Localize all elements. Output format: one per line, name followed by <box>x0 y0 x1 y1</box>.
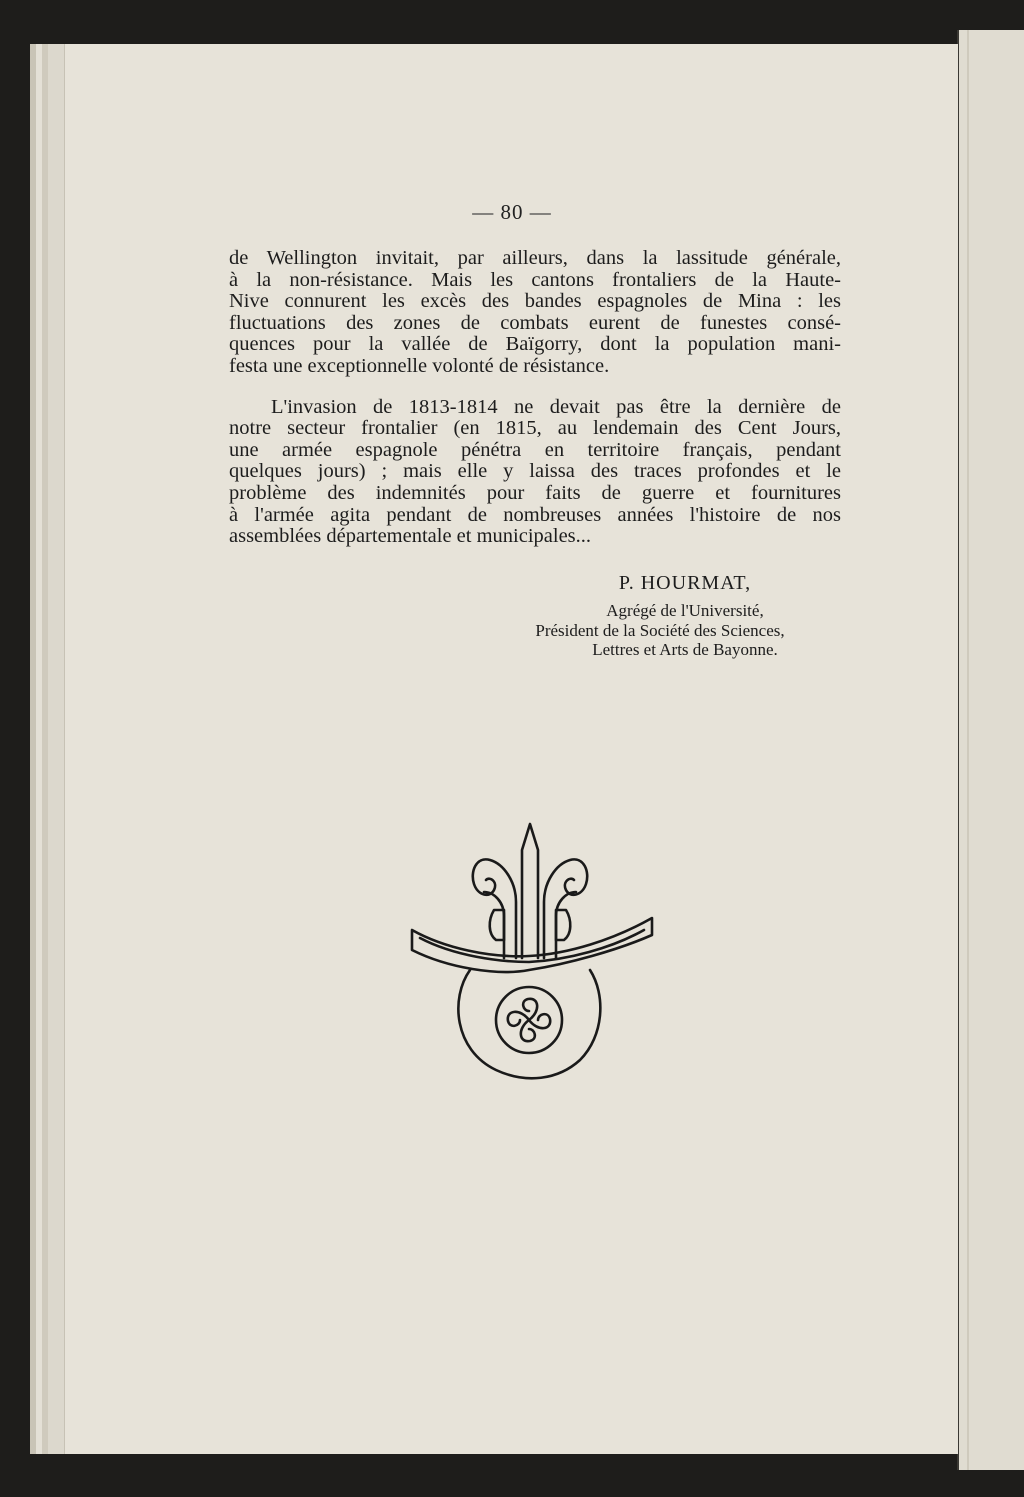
text-line: notre secteur frontalier (en 1815, au lendemain des Cent Jours, <box>229 417 841 440</box>
text-line: une armée espagnole pénétra en territoire français, pendant <box>229 438 841 461</box>
text-line: fluctuations des zones de combats eurent de funestes consé- <box>229 311 841 334</box>
text-line: à la non-résistance. Mais les cantons frontaliers de la Haute- <box>229 268 841 291</box>
text-line: assemblées départementale et municipales... <box>229 525 592 548</box>
text-line: L'invasion de 1813-1814 ne devait pas être la dernière de <box>271 395 841 418</box>
body-text <box>229 248 841 548</box>
facing-page-edge <box>957 30 1024 1470</box>
text-line: quences pour la vallée de Baïgorry, dont la population mani- <box>229 333 841 356</box>
author-title: Président de la Société des Sciences, <box>535 620 785 640</box>
text-line: Nive connurent les excès des bandes espagnoles de Mina : les <box>229 290 841 313</box>
page-number: — 80 — <box>472 200 552 224</box>
paragraph-1 <box>229 248 841 378</box>
paragraph-2 <box>229 397 841 548</box>
author-title: Lettres et Arts de Bayonne. <box>592 640 778 659</box>
text-line: festa une exceptionnelle volonté de résistance. <box>229 354 610 377</box>
text-line: problème des indemnités pour faits de guerre et fournitures <box>229 481 841 504</box>
author-title: Agrégé de l'Université, <box>606 601 764 620</box>
text-line: de Wellington invitait, par ailleurs, dans la lassitude générale, <box>229 247 841 269</box>
text-line: quelques jours) ; mais elle y laissa des traces profondes et le <box>229 460 841 483</box>
basque-emblem-icon <box>408 820 658 1085</box>
text-line: à l'armée agita pendant de nombreuses années l'histoire de nos <box>229 503 841 526</box>
author-name: P. HOURMAT, <box>618 572 752 594</box>
signature-block <box>480 572 840 660</box>
